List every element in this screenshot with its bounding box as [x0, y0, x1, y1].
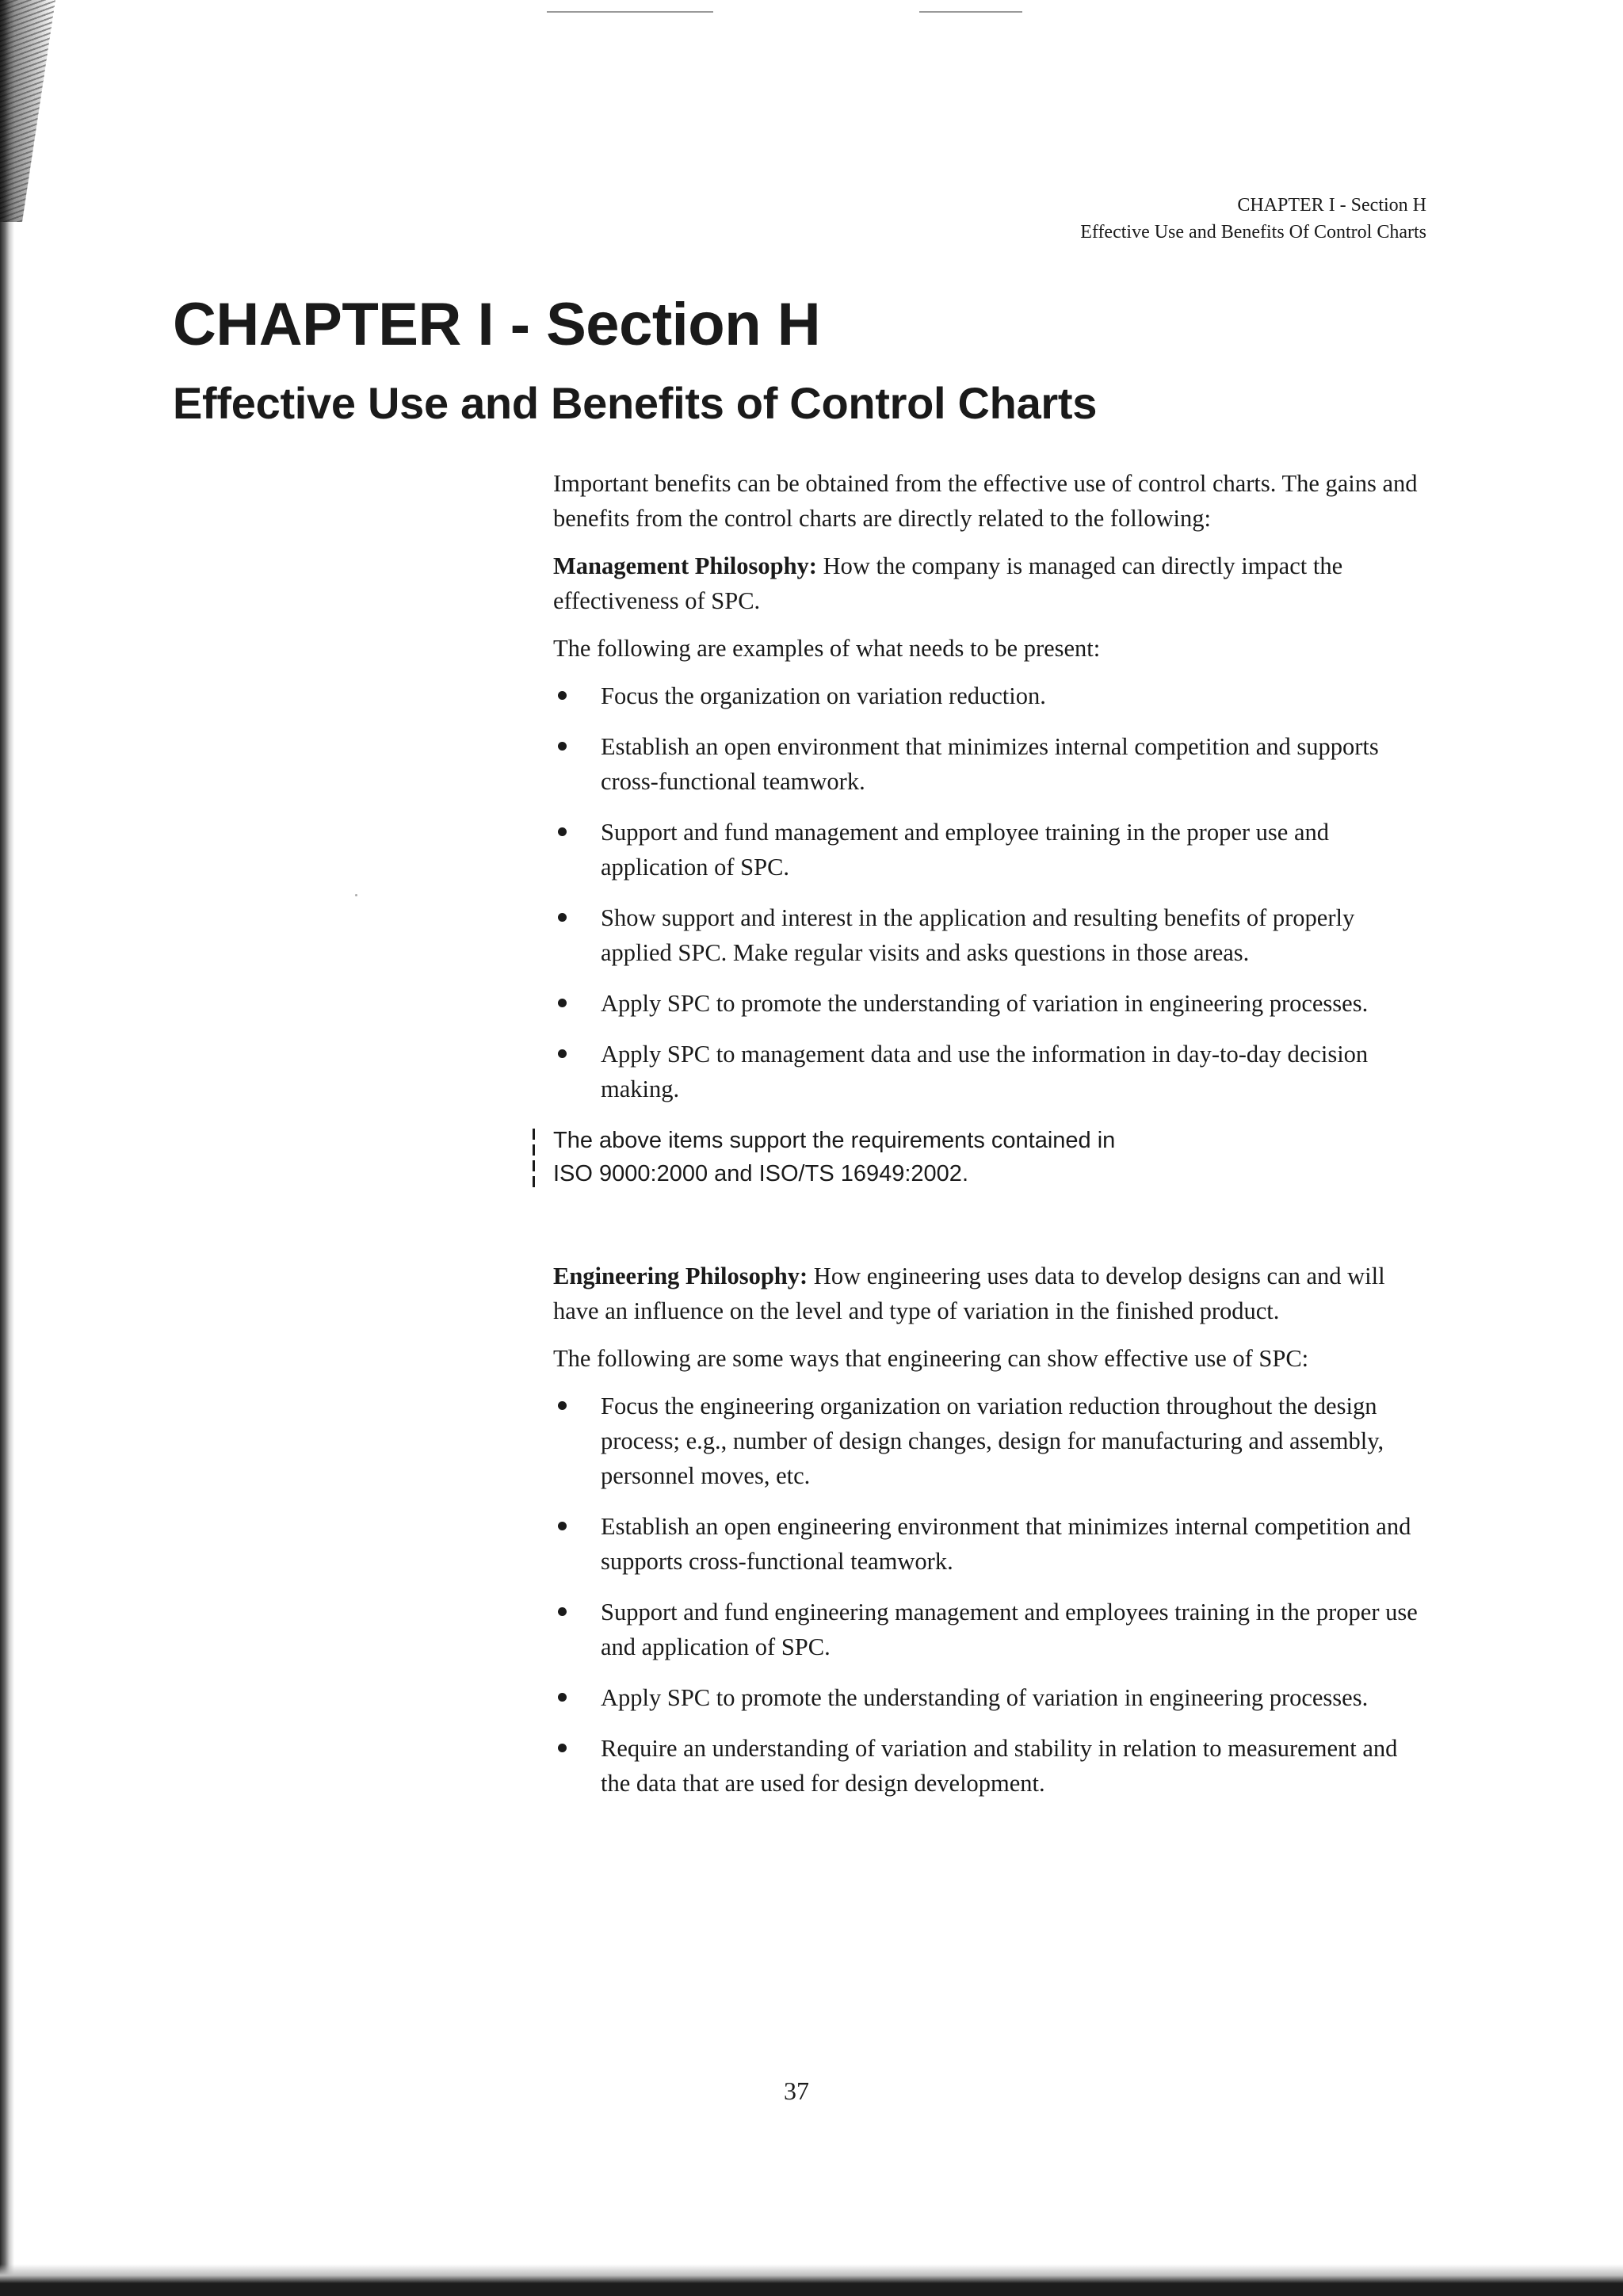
bullet-icon	[558, 742, 567, 751]
chapter-subtitle: Effective Use and Benefits of Control Charts	[173, 378, 1098, 428]
list-item	[553, 815, 1425, 884]
scan-speck	[355, 894, 357, 896]
management-paragraph	[553, 548, 1425, 618]
list-item	[553, 1037, 1425, 1106]
section-gap	[553, 1190, 1425, 1259]
iso-note	[553, 1124, 1425, 1190]
bullet-icon	[558, 1693, 567, 1702]
list-item	[553, 729, 1425, 799]
list-item-text: Focus the engineering organization on variation reduction throughout the design process; e.g., number of design changes, design for manufacturing and assembly, personnel moves, etc.	[601, 1392, 1384, 1489]
bullet-icon	[558, 1401, 567, 1410]
management-term: Management Philosophy:	[553, 552, 817, 579]
list-item-text: Apply SPC to promote the understanding of variation in engineering processes.	[601, 990, 1369, 1017]
management-description: How the company is managed can directly impact the effectiveness of SPC.	[553, 552, 1343, 614]
chapter-title: CHAPTER I - Section H	[173, 291, 821, 358]
iso-note-line-1: The above items support the requirements contained in	[553, 1128, 1116, 1153]
list-item-text: Apply SPC to promote the understanding of variation in engineering processes.	[601, 1684, 1369, 1711]
bullet-icon	[558, 1744, 567, 1752]
running-header	[1080, 192, 1426, 246]
scan-top-mark	[547, 11, 713, 13]
page-number: 37	[784, 2076, 809, 2105]
engineering-lead-in: The following are some ways that engineering can show effective use of SPC:	[553, 1345, 1309, 1372]
list-item	[553, 1731, 1425, 1801]
bullet-icon	[558, 691, 567, 700]
bullet-icon	[558, 913, 567, 922]
list-item-text: Support and fund engineering management and employees training in the proper use and application of SPC.	[601, 1599, 1418, 1660]
list-item-text: Show support and interest in the application and resulting benefits of properly applied SPC. Make regular visits and asks questions in those areas.	[601, 904, 1355, 966]
list-item-text: Establish an open engineering environment that minimizes internal competition and supports cross-functional teamwork.	[601, 1513, 1411, 1575]
management-list	[553, 678, 1425, 1106]
list-item	[553, 986, 1425, 1021]
engineering-paragraph	[553, 1259, 1425, 1328]
scan-top-mark	[919, 11, 1022, 13]
change-bar	[533, 1129, 535, 1192]
engineering-description: How engineering uses data to develop designs can and will have an influence on the level and type of variation in the finished product.	[553, 1263, 1385, 1324]
management-lead-in: The following are examples of what needs to be present:	[553, 635, 1101, 662]
running-header-topic: Effective Use and Benefits Of Control Charts	[1080, 222, 1426, 243]
list-item	[553, 900, 1425, 970]
list-item-text: Require an understanding of variation and stability in relation to measurement and the data that are used for design development.	[601, 1735, 1398, 1797]
list-item-text: Focus the organization on variation reduction.	[601, 682, 1046, 709]
intro-paragraph: Important benefits can be obtained from the effective use of control charts. The gains and benefits from the control charts are directly related to the following:	[553, 470, 1418, 532]
list-item	[553, 1680, 1425, 1715]
engineering-term: Engineering Philosophy:	[553, 1263, 808, 1289]
iso-note-line-2: ISO 9000:2000 and ISO/TS 16949:2002.	[553, 1161, 968, 1186]
list-item-text: Support and fund management and employee training in the proper use and application of SPC.	[601, 819, 1329, 881]
list-item-text: Establish an open environment that minimizes internal competition and supports cross-functional teamwork.	[601, 733, 1379, 795]
list-item	[553, 1509, 1425, 1579]
bullet-icon	[558, 1607, 567, 1616]
list-item	[553, 678, 1425, 713]
scan-corner-artifact	[0, 0, 55, 222]
list-item	[553, 1595, 1425, 1664]
body-column	[553, 466, 1425, 1817]
list-item	[553, 1389, 1425, 1493]
list-item-text: Apply SPC to management data and use the information in day-to-day decision making.	[601, 1041, 1369, 1102]
bullet-icon	[558, 1049, 567, 1058]
running-header-chapter: CHAPTER I - Section H	[1237, 195, 1426, 216]
scan-left-edge	[0, 0, 14, 2296]
scan-bottom-edge	[0, 2264, 1623, 2296]
engineering-list	[553, 1389, 1425, 1801]
bullet-icon	[558, 827, 567, 836]
bullet-icon	[558, 999, 567, 1007]
bullet-icon	[558, 1522, 567, 1530]
